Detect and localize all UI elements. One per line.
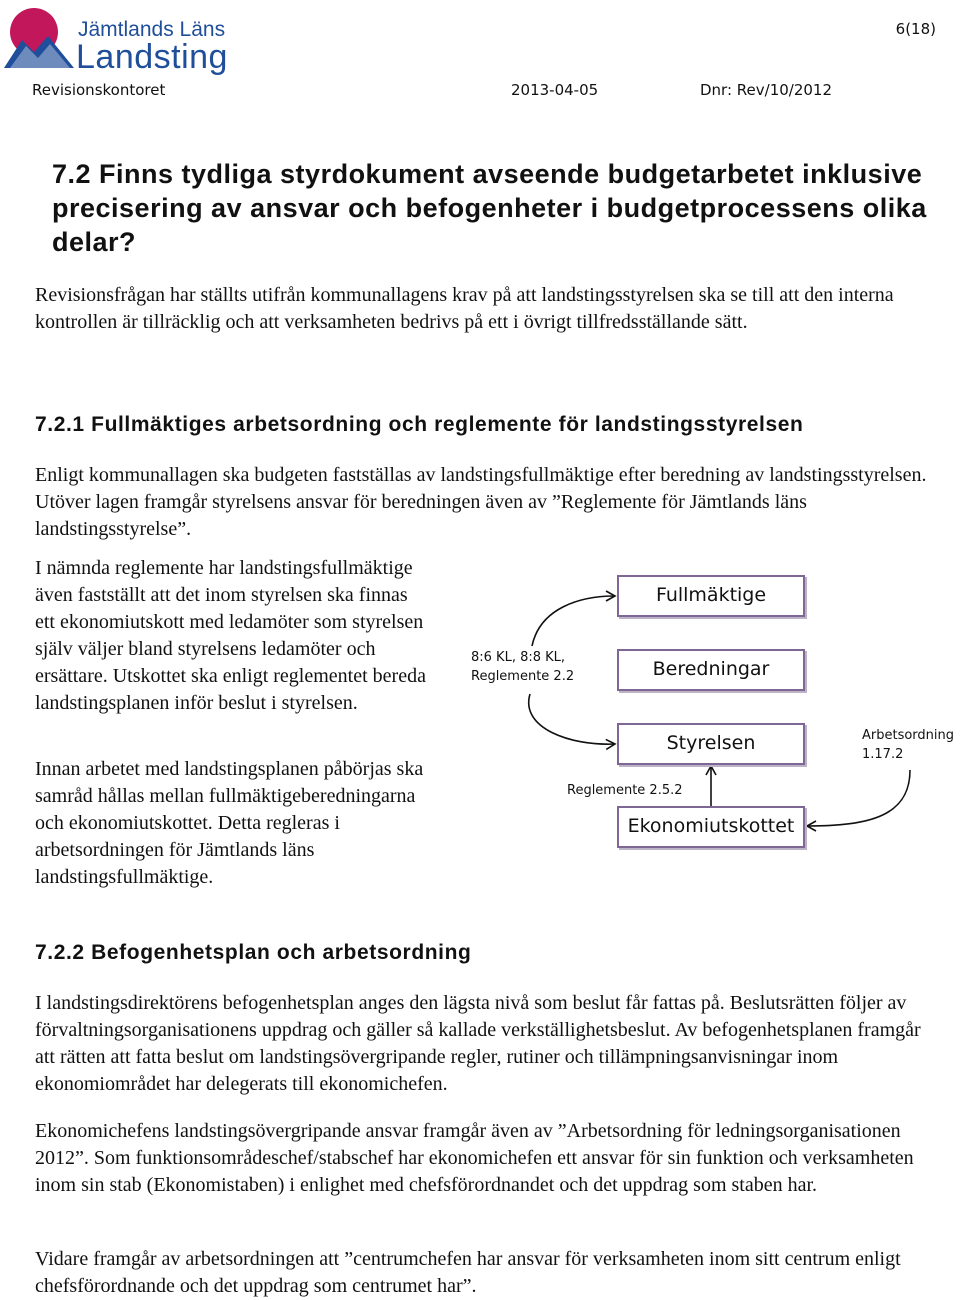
box-styrelsen: Styrelsen <box>617 723 805 765</box>
label-arbetsordning-line2: 1.17.2 <box>862 747 904 762</box>
section-7-2-intro: Revisionsfrågan har ställts utifrån kommunallagens krav på att landstingsstyrelsen ska se till att den interna kontrollen är tillräcklig och att verksamheten bedrivs på ett i övrigt tillfredsställande sätt. <box>35 284 894 333</box>
logo <box>4 4 244 80</box>
governance-diagram <box>460 568 960 858</box>
arrow-to-fullmaktige <box>532 596 615 646</box>
label-kl <box>471 648 574 686</box>
section-7-2-1-title: 7.2.1 Fullmäktiges arbetsordning och reglemente för landstingsstyrelsen <box>35 413 804 436</box>
document-dnr: Dnr: Rev/10/2012 <box>700 81 833 99</box>
section-7-2-2-paragraph-2: Ekonomichefens landstingsövergripande ansvar framgår även av ”Arbetsordning för ledningsorganisationen 2012”. Som funktionsområdeschef/stabschef har ekonomichefen ett ansvar för sin funktion och verksamheten inom sin stab (Ekonomistaben) i enlighet med chefsförordnandet och det uppdrag som staben har. <box>35 1120 914 1196</box>
section-7-2-1-paragraph-1: Enligt kommunallagen ska budgeten fastställas av landstingsfullmäktige efter beredning av landstingsstyrelsen. Utöver lagen framgår styrelsens ansvar för beredningen även av ”Reglemente för Jämtlands läns landstingsstyrelse”. <box>35 464 927 540</box>
logo-line2: Landsting <box>76 38 228 76</box>
logo-icon <box>4 6 74 76</box>
arrow-to-ekonomiutskottet <box>807 770 910 826</box>
logo-line1: Jämtlands Läns <box>78 18 226 41</box>
label-arbetsordning-line1: Arbetsordning <box>862 728 955 743</box>
arrow-to-styrelsen <box>529 694 615 744</box>
section-7-2-2-title: 7.2.2 Befogenhetsplan och arbetsordning <box>35 941 472 964</box>
section-7-2-2-paragraph-1: I landstingsdirektörens befogenhetsplan anges den lägsta nivå som beslut får fattas på. Beslutsrätten följer av förvaltningsorganisationens uppdrag och gäller så kallade verkställighetsbeslut. Av befogenhetsplanen framgår att rätten att fatta beslut om landstingsövergripande regler, rutiner och tillämpningsanvisningar inom ekonomiområdet har delegerats till ekonomichefen. <box>35 992 921 1095</box>
page-number: 6(18) <box>895 20 936 38</box>
box-ekonomiutskottet: Ekonomiutskottet <box>617 806 805 848</box>
label-reglemente: Reglemente 2.5.2 <box>567 783 683 798</box>
department: Revisionskontoret <box>32 81 166 99</box>
label-kl-line2: Reglemente 2.2 <box>471 669 575 684</box>
label-kl-line1: 8:6 KL, 8:8 KL, <box>471 650 566 665</box>
box-fullmaktige: Fullmäktige <box>617 575 805 617</box>
section-7-2-1-paragraph-2: I nämnda reglemente har landstingsfullmäktige även fastställt att det inom styrelsen ska finnas ett ekonomiutskott med ledamöter som styrelsen själv väljer bland styrelsens ledamöter och ersättare. Utskottet ska enligt reglementet bereda landstingsplanen inför beslut i styrelsen. <box>35 557 426 714</box>
section-7-2-1-paragraph-3: Innan arbetet med landstingsplanen påbörjas ska samråd hållas mellan fullmäktigeberedningarna och ekonomiutskottet. Detta regleras i arbetsordningen för Jämtlands läns landstingsfullmäktige. <box>35 758 424 888</box>
section-7-2-2-paragraph-3: Vidare framgår av arbetsordningen att ”centrumchefen har ansvar för verksamheten inom sitt centrum enligt chefsförordnande och det uppdrag som centrumet har”. <box>35 1248 901 1297</box>
document-date: 2013-04-05 <box>511 81 599 99</box>
box-beredningar: Beredningar <box>617 649 805 691</box>
section-7-2-title: 7.2 Finns tydliga styrdokument avseende budgetarbetet inklusive precisering av ansvar och befogenheter i budgetprocessens olika delar? <box>52 159 927 257</box>
label-arbetsordning <box>862 726 954 764</box>
